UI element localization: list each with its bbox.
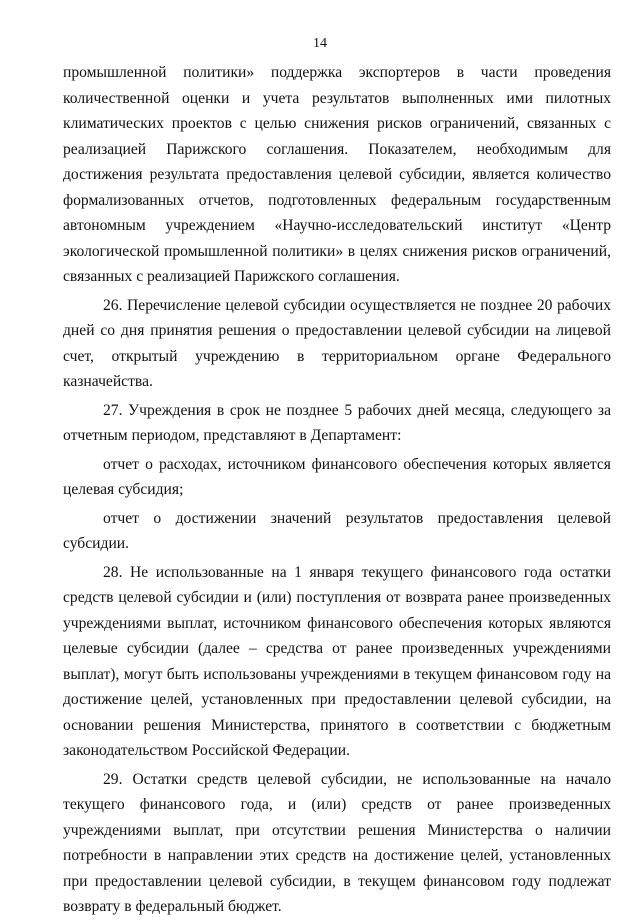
paragraph-27-item-2: отчет о достижении значений результатов предоставления целевой субсидии. [63, 509, 611, 552]
document-body [63, 60, 611, 920]
paragraph-continuation: промышленной политики» поддержка экспортеров в части проведения количественной оценки и учета результатов выполненных ими пилотных климатических проектов с целью снижения рисков ограничений, связанных с реализацией Парижского соглашения. Показателем, необходимым для достижения результата предоставления целевой субсидии, является количество формализованных отчетов, подготовленных федеральным государственным автономным учреждением «Научно-исследовательский институт «Центр экологической промышленной политики» в целях снижения рисков ограничений, связанных с реализацией Парижского соглашения. [63, 64, 611, 285]
paragraph-28: 28. Не использованные на 1 января текущего финансового года остатки средств целевой субсидии и (или) поступления от возврата ранее произведенных учреждениями выплат, источником финансового обеспечения которых являются целевые субсидии (далее – средства от ранее произведенных учреждениями выплат), могут быть использованы учреждениями в текущем финансовом году на достижение целей, установленных при предоставлении целевой субсидии, на основании решения Министерства, принятого в соответствии с бюджетным законодательством Российской Федерации. [63, 563, 611, 759]
paragraph-29: 29. Остатки средств целевой субсидии, не использованные на начало текущего финансового года, и (или) средств от ранее произведенных учреждениями выплат, при отсутствии решения Министерства о наличии потребности в направлении этих средств на достижение целей, установленных при предоставлении целевой субсидии, в текущем финансовом году подлежат возврату в федеральный бюджет. [63, 770, 611, 915]
paragraph-26: 26. Перечисление целевой субсидии осуществляется не позднее 20 рабочих дней со дня принятия решения о предоставлении целевой субсидии на лицевой счет, открытый учреждению в территориальном органе Федерального казначейства. [63, 296, 611, 390]
page-number: 14 [313, 36, 327, 51]
paragraph-27-item-1: отчет о расходах, источником финансового обеспечения которых является целевая субсидия; [63, 455, 611, 498]
paragraph-27: 27. Учреждения в срок не позднее 5 рабочих дней месяца, следующего за отчетным периодом, представляют в Департамент: [63, 401, 611, 444]
